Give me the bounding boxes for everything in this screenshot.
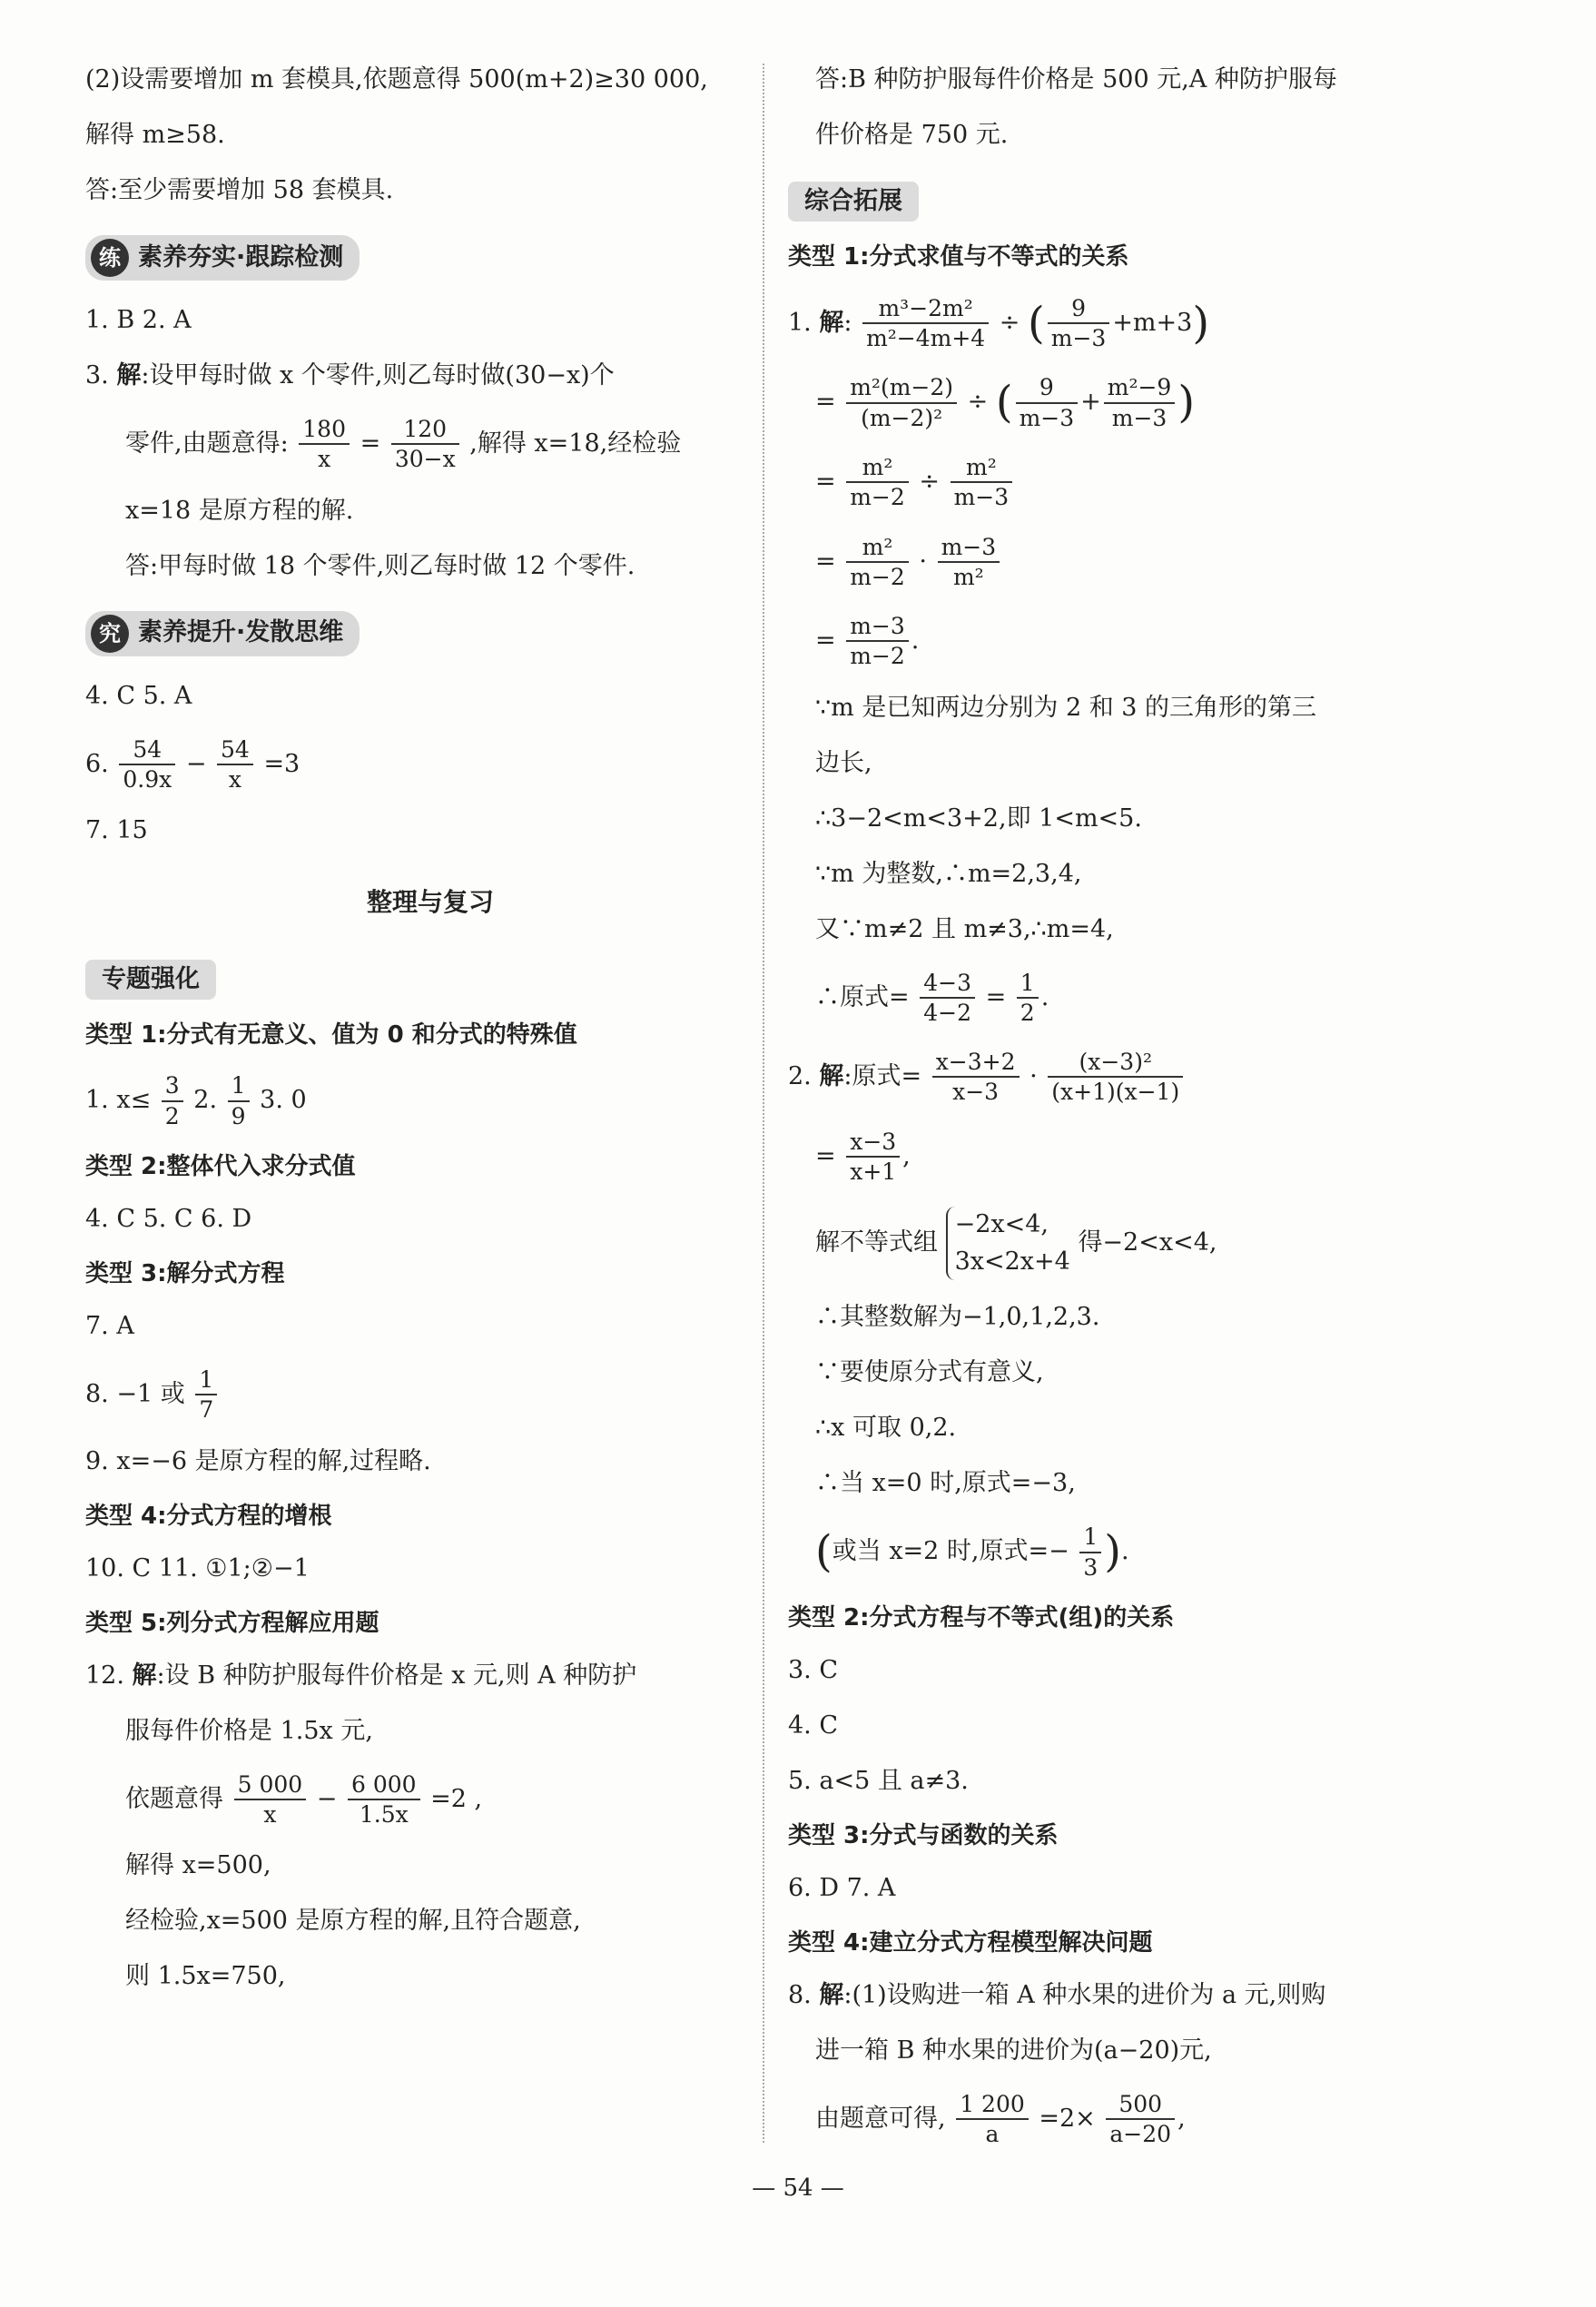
fraction: $\frac{1}{3}$ [1079, 1523, 1101, 1582]
question-number: 1. [788, 308, 812, 337]
left-paren: ( [815, 1526, 832, 1578]
text: :设 B 种防护服每件价格是 x 元,则 A 种防护 [156, 1661, 637, 1690]
text-line: 解得 m≥58. [85, 121, 225, 149]
left-paren: ( [1028, 297, 1045, 349]
text-line: 答:B 种防护服每件价格是 500 元,A 种防护服每 [815, 65, 1337, 94]
fraction: $\frac{3}{2}$ [162, 1071, 183, 1130]
fraction: $\frac{180}{x}$ [299, 415, 350, 474]
fraction: $\frac{\text{m²−9}}{m-3}$ [1104, 373, 1176, 432]
question-number: 2. [788, 1061, 812, 1090]
right-paren: ) [1177, 377, 1196, 429]
math-step: = $\frac{\text{m²(m−2)}}{\text{(m−2)²}}$ ÷ ( $\frac{9}{m-3}$ + $\frac{\text{m²−9}}{m-3}$ ) [815, 374, 1196, 431]
text-line: 进一箱 B 种水果的进价为(a−20)元, [815, 2036, 1212, 2065]
answer-line [85, 1365, 775, 1425]
text: =3 [263, 749, 300, 778]
fraction: $\frac{1}{9}$ [228, 1071, 250, 1130]
fraction: $\frac{\text{(x−3)²}}{(x+1)(x-1)}$ [1048, 1048, 1183, 1107]
question-number: 3. [85, 361, 109, 389]
text: 依题意得 [125, 1784, 223, 1813]
type-heading: 类型 1:分式有无意义、值为 0 和分式的特殊值 [85, 1021, 577, 1050]
text: +m+3 [1112, 308, 1193, 337]
type-heading: 类型 3:解分式方程 [85, 1259, 285, 1287]
text-line: 解得 x=500, [125, 1851, 271, 1880]
answer-line: 7. A [85, 1312, 134, 1341]
fraction: $\frac{5 000}{x}$ [234, 1770, 307, 1829]
left-paren: ( [995, 377, 1013, 429]
fraction: $\frac{1}{2}$ [1017, 969, 1039, 1028]
answer-line: 1. B 2. A [85, 306, 192, 334]
type-heading: 类型 4:分式方程的增根 [85, 1502, 332, 1530]
question-3-equation [85, 415, 775, 474]
answer-line: 4. C [788, 1711, 839, 1740]
text-line: ∵要使原分式有意义, [815, 1358, 1044, 1387]
right-paren: ) [1104, 1526, 1121, 1578]
text: 零件,由题意得: [125, 429, 289, 458]
text-line: 边长, [815, 748, 872, 777]
brace-system: −2x<4, 3x<2x+4 [946, 1207, 1070, 1280]
solve-label: 解 [819, 308, 844, 337]
fraction: $\frac{\text{m³−2m²}}{\text{m²−4m+4}}$ [862, 294, 989, 353]
text: : [843, 308, 852, 337]
right-paren: ) [1192, 297, 1210, 349]
text-line: x=18 是原方程的解. [125, 496, 354, 525]
badge-label: 素养夯实·跟踪检测 [138, 242, 344, 271]
type-heading: 类型 4:建立分式方程模型解决问题 [788, 1929, 1153, 1957]
fraction: $\frac{6 000}{1.5x}$ [348, 1770, 420, 1829]
text: :设甲每时做 x 个零件,则乙每时做(30−x)个 [141, 361, 615, 389]
text-line: ∴3−2<m<3+2,即 1<m<5. [815, 804, 1142, 833]
fraction: $\frac{1}{7}$ [195, 1365, 217, 1425]
type-heading: 类型 5:列分式方程解应用题 [85, 1609, 379, 1637]
text: ,解得 x=18,经检验 [469, 429, 682, 458]
text-line: (2)设需要增加 m 套模具,依题意得 500(m+2)≥30 000, [85, 65, 708, 94]
question-number: 12. [85, 1661, 124, 1690]
section-tag: 综合拓展 [788, 182, 919, 222]
type-heading: 类型 1:分式求值与不等式的关系 [788, 243, 1129, 271]
text-line: 答:甲每时做 18 个零件,则乙每时做 12 个零件. [125, 551, 635, 580]
question-number: 6. [85, 749, 109, 778]
fraction: $\frac{\text{m²}}{m-3}$ [951, 453, 1013, 512]
text: 3. 0 [260, 1086, 307, 1115]
answer-line: 4. C 5. A [85, 681, 192, 710]
math-step: = $\frac{m-3}{m-2}$ . [815, 613, 920, 670]
text-line: ∵m 是已知两边分别为 2 和 3 的三角形的第三 [815, 693, 1317, 722]
fraction: $\frac{\text{m²}}{m-2}$ [846, 533, 909, 592]
type-heading: 类型 2:分式方程与不等式(组)的关系 [788, 1603, 1175, 1632]
math-step: = $\frac{\text{m²}}{m-2}$ ÷ $\frac{\text{m²}}{m-3}$ [788, 453, 1478, 512]
problem-2: 2. 解:原式= $\frac{x-3+2}{x-3}$ · $\frac{\text{(x−3)²}}{(x+1)(x-1)}$ [788, 1048, 1478, 1107]
section-badge [85, 235, 360, 281]
solve-label: 解 [819, 1061, 844, 1090]
math-step: = $\frac{x-3}{x+1}$ , [815, 1128, 911, 1185]
fraction: $\frac{500}{a-20}$ [1106, 2090, 1175, 2149]
text: − [185, 749, 207, 778]
answer-line: 4. C 5. C 6. D [85, 1204, 252, 1233]
answer-line: 6. D 7. A [788, 1874, 896, 1903]
section-tag: 专题强化 [85, 960, 216, 1000]
answer-line: 10. C 11. ①1;②−1 [85, 1553, 310, 1582]
fraction: $\frac{x-3}{x+1}$ [846, 1128, 900, 1187]
text: 2. [193, 1086, 218, 1115]
type-heading: 类型 2:整体代入求分式值 [85, 1152, 356, 1180]
solve-label: 解 [116, 361, 142, 389]
answer-line: 7. 15 [85, 816, 148, 844]
fraction: $\frac{m-3}{\text{m²}}$ [938, 533, 1000, 592]
solve-label: 解 [132, 1661, 157, 1690]
page-number: — 54 — [752, 2174, 844, 2202]
text-line: 答:至少需要增加 58 套模具. [85, 176, 394, 204]
text-line: 件价格是 750 元. [815, 121, 1009, 149]
math-step: = $\frac{\text{m²}}{m-2}$ · $\frac{m-3}{\text{m²}}$ [788, 533, 1478, 592]
text-line: 则 1.5x=750, [125, 1962, 286, 1991]
fraction: $\frac{54}{x}$ [217, 735, 253, 794]
text-line: ∴当 x=0 时,原式=−3, [815, 1469, 1076, 1498]
solve-label: 解 [819, 1981, 844, 2010]
question-3 [85, 360, 775, 394]
left-column [85, 64, 775, 2016]
section-title: 整理与复习 [366, 887, 494, 917]
question-number: 8. [788, 1981, 812, 2010]
right-column [788, 64, 1478, 2170]
fraction: $\frac{m-3}{m-2}$ [846, 612, 909, 671]
badge-icon: 练 [91, 239, 129, 277]
type-heading: 类型 3:分式与函数的关系 [788, 1822, 1059, 1850]
fraction: $\frac{9}{m-3}$ [1016, 373, 1079, 432]
text: 8. −1 或 [85, 1379, 185, 1408]
math-step: (或当 x=2 时,原式=− $\frac{1}{3}$ ). [815, 1523, 1129, 1581]
text: − [316, 1784, 338, 1813]
answer-line: 5. a<5 且 a≠3. [788, 1767, 969, 1796]
text-line: ∴x 可取 0,2. [815, 1414, 957, 1443]
text-line: 经检验,x=500 是原方程的解,且符合题意, [125, 1907, 581, 1936]
text-line: 又∵m≠2 且 m≠3,∴m=4, [815, 914, 1114, 943]
question-6 [85, 735, 775, 794]
fraction: $\frac{\text{m²(m−2)}}{\text{(m−2)²}}$ [846, 373, 957, 432]
problem-1 [788, 294, 1478, 353]
answer-line [85, 1071, 775, 1130]
math-step: 由题意可得, $\frac{1 200}{a}$ =2× $\frac{500}{a-20}$ , [815, 2091, 1186, 2148]
fraction: $\frac{54}{0.9x}$ [119, 735, 175, 794]
text: ÷ [999, 308, 1020, 337]
text-line: ∴其整数解为−1,0,1,2,3. [815, 1303, 1100, 1332]
badge-label: 素养提升·发散思维 [138, 618, 344, 647]
problem-8: 8. 解:(1)设购进一箱 A 种水果的进价为 a 元,则购 [788, 1981, 1326, 2010]
text: = [360, 429, 381, 458]
fraction: $\frac{4-3}{4-2}$ [920, 969, 975, 1028]
text: 1. x≤ [85, 1086, 152, 1115]
question-12-equation [85, 1770, 775, 1829]
text-line: 服每件价格是 1.5x 元, [125, 1716, 373, 1745]
text-line: ∵m 为整数,∴m=2,3,4, [815, 859, 1082, 888]
fraction: $\frac{9}{m-3}$ [1048, 294, 1110, 353]
math-step: ∴原式= $\frac{4-3}{4-2}$ = $\frac{1}{2}$ . [815, 969, 1049, 1026]
section-badge [85, 611, 360, 656]
fraction: $\frac{\text{m²}}{m-2}$ [846, 453, 909, 512]
question-12 [85, 1660, 775, 1694]
badge-icon: 究 [91, 615, 129, 653]
answer-line: 3. C [788, 1656, 839, 1685]
text: =2 , [430, 1784, 483, 1813]
fraction: $\frac{x-3+2}{x-3}$ [932, 1048, 1020, 1107]
answer-line: 9. x=−6 是原方程的解,过程略. [85, 1446, 431, 1475]
fraction: $\frac{1 200}{a}$ [956, 2090, 1029, 2149]
fraction: $\frac{120}{30-x}$ [391, 415, 459, 474]
inequality-system: 解不等式组 −2x<4, 3x<2x+4 得−2<x<4, [788, 1207, 1478, 1280]
